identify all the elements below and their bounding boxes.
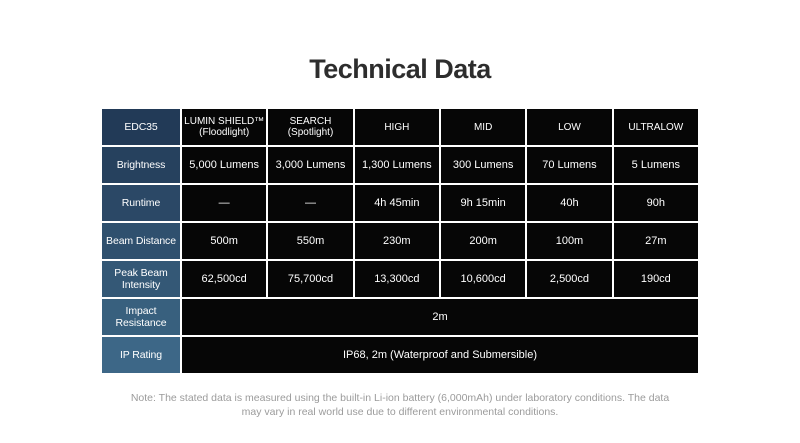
value-cell: 10,600cd (440, 260, 526, 298)
value-cell: 9h 15min (440, 184, 526, 222)
value-cell: 3,000 Lumens (267, 146, 353, 184)
value-cell: 500m (181, 222, 267, 260)
value-cell: 40h (526, 184, 612, 222)
spec-row-impact-resistance (101, 298, 699, 336)
value-cell: 5,000 Lumens (181, 146, 267, 184)
page-title: Technical Data (309, 54, 491, 84)
spec-row-runtime (101, 184, 699, 222)
spec-row-peak-beam-intensity (101, 260, 699, 298)
value-cell: 90h (613, 184, 699, 222)
value-cell: 75,700cd (267, 260, 353, 298)
value-cell: 5 Lumens (613, 146, 699, 184)
row-label: Beam Distance (101, 222, 181, 260)
value-cell: — (267, 184, 353, 222)
mode-label: ULTRALOW (628, 121, 684, 133)
spec-row-beam-distance (101, 222, 699, 260)
mode-label: SEARCH (289, 116, 332, 127)
mode-sublabel: (Floodlight) (199, 127, 250, 138)
mode-label: LOW (558, 121, 581, 133)
mode-label: HIGH (384, 121, 410, 133)
mode-header-low (526, 108, 612, 146)
value-cell-span: IP68, 2m (Waterproof and Submersible) (181, 336, 699, 374)
value-cell: — (181, 184, 267, 222)
value-cell: 2,500cd (526, 260, 612, 298)
value-cell: 1,300 Lumens (354, 146, 440, 184)
spec-row-brightness (101, 146, 699, 184)
value-cell: 70 Lumens (526, 146, 612, 184)
mode-header-search (267, 108, 353, 146)
value-cell: 100m (526, 222, 612, 260)
spec-row-ip-rating (101, 336, 699, 374)
row-label: Runtime (101, 184, 181, 222)
spec-table (100, 107, 700, 375)
value-cell: 62,500cd (181, 260, 267, 298)
mode-label: LUMIN SHIELD™ (184, 116, 265, 127)
value-cell: 550m (267, 222, 353, 260)
mode-header-high (354, 108, 440, 146)
table-header-row (101, 108, 699, 146)
row-label: IP Rating (101, 336, 181, 374)
value-cell: 300 Lumens (440, 146, 526, 184)
value-cell-span: 2m (181, 298, 699, 336)
product-name-cell: EDC35 (101, 108, 181, 146)
mode-header-lumin-shield (181, 108, 267, 146)
row-label: Impact Resistance (101, 298, 181, 336)
value-cell: 230m (354, 222, 440, 260)
value-cell: 13,300cd (354, 260, 440, 298)
value-cell: 200m (440, 222, 526, 260)
row-label: Brightness (101, 146, 181, 184)
mode-header-mid (440, 108, 526, 146)
mode-label: MID (473, 121, 493, 133)
row-label: Peak Beam Intensity (101, 260, 181, 298)
value-cell: 190cd (613, 260, 699, 298)
value-cell: 4h 45min (354, 184, 440, 222)
mode-header-ultralow (613, 108, 699, 146)
footnote: Note: The stated data is measured using the built-in Li-ion battery (6,000mAh) under laboratory conditions. The data may vary in real world use due to different environmental conditions. (130, 392, 670, 419)
mode-sublabel: (Spotlight) (287, 127, 334, 138)
value-cell: 27m (613, 222, 699, 260)
